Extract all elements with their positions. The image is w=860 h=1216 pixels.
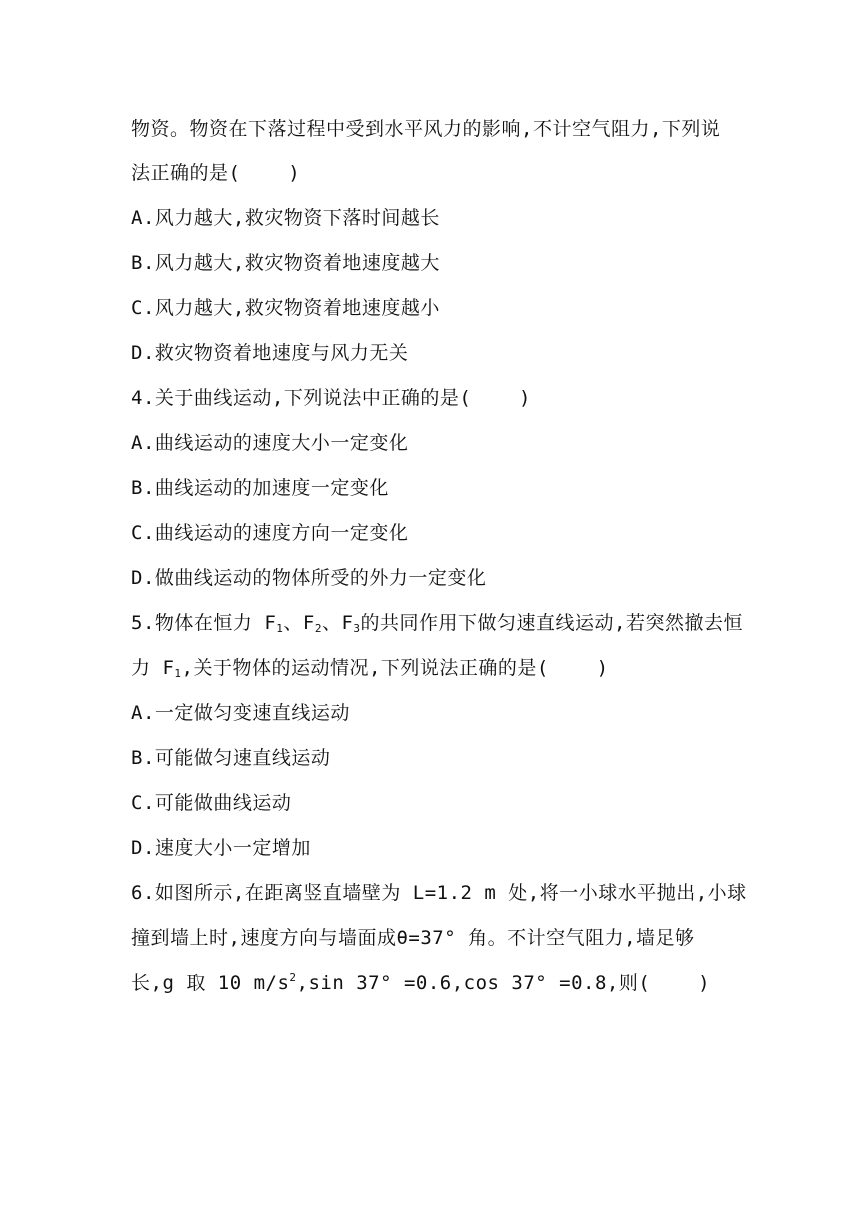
q5-stem-text: 、F	[321, 612, 354, 634]
q5-stem-text: 力 F	[131, 657, 175, 679]
q4-option-a: A.曲线运动的速度大小一定变化	[131, 432, 409, 454]
q3-option-b: B.风力越大,救灾物资着地速度越大	[131, 252, 440, 274]
superscript-2: 2	[289, 971, 297, 984]
q3-option-a: A.风力越大,救灾物资下落时间越长	[131, 207, 440, 229]
q5-option-a: A.一定做匀变速直线运动	[131, 702, 350, 724]
q5-stem-text: 5.物体在恒力 F	[131, 612, 277, 634]
q4-option-d: D.做曲线运动的物体所受的外力一定变化	[131, 567, 487, 589]
q4-stem: 4.关于曲线运动,下列说法中正确的是( )	[131, 387, 531, 409]
q3-stem-line2: 法正确的是( )	[131, 162, 301, 184]
q3-option-d: D.救灾物资着地速度与风力无关	[131, 342, 409, 364]
q5-option-d: D.速度大小一定增加	[131, 837, 311, 859]
q5-stem-text: ,关于物体的运动情况,下列说法正确的是( )	[181, 657, 609, 679]
q6-stem-line1: 6.如图所示,在距离竖直墙壁为 L=1.2 m 处,将一小球水平抛出,小球	[131, 882, 747, 904]
q6-stem-line2: 撞到墙上时,速度方向与墙面成θ=37° 角。不计空气阻力,墙足够	[131, 927, 695, 949]
subscript-1: 1	[276, 622, 284, 635]
q5-stem-text: 、F	[283, 612, 315, 634]
subscript-3: 3	[353, 622, 361, 635]
q3-stem-line1: 物资。物资在下落过程中受到水平风力的影响,不计空气阻力,下列说	[131, 118, 721, 140]
subscript-1: 1	[174, 667, 182, 680]
q6-stem-line3	[131, 971, 710, 995]
subscript-2: 2	[314, 622, 322, 635]
q4-option-c: C.曲线运动的速度方向一定变化	[131, 522, 409, 544]
q5-stem-text: 的共同作用下做匀速直线运动,若突然撤去恒	[360, 612, 743, 634]
q5-stem-line2	[131, 656, 609, 680]
q5-option-c: C.可能做曲线运动	[131, 792, 292, 814]
q5-option-b: B.可能做匀速直线运动	[131, 747, 331, 769]
q5-stem-line1	[131, 611, 743, 635]
q4-option-b: B.曲线运动的加速度一定变化	[131, 477, 389, 499]
q6-stem-text: ,sin 37° =0.6,cos 37° =0.8,则( )	[296, 972, 711, 994]
q6-stem-text: 长,g 取 10 m/s	[131, 972, 290, 994]
q3-option-c: C.风力越大,救灾物资着地速度越小	[131, 297, 440, 319]
